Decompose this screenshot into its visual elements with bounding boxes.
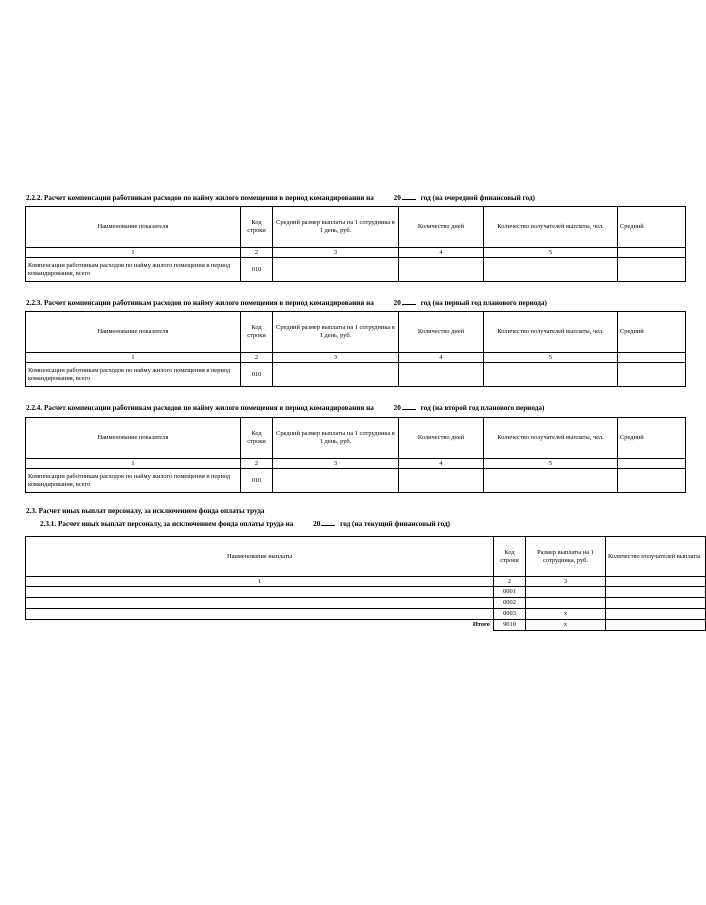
col-number: 5 [484, 248, 618, 258]
table-2-2-4 [25, 417, 686, 493]
col-number: 2 [241, 248, 273, 258]
col-number: 1 [26, 353, 241, 363]
period-text: год (на первый год планового периода) [420, 299, 547, 307]
col-number: 4 [399, 248, 484, 258]
col-header: Средний размер выплаты на 1 сотрудника в 1 день, руб. [273, 207, 399, 248]
value-cell[interactable] [399, 258, 484, 282]
year-prefix: 20 [393, 194, 401, 202]
table-2-2-2-wrap [25, 206, 644, 286]
value-cell[interactable] [618, 258, 686, 282]
value-cell[interactable] [484, 258, 618, 282]
value-cell[interactable] [399, 469, 484, 493]
section-heading-2-3-1 [40, 519, 450, 528]
heading-text: 2.2.4. Расчет компенсации работникам расходов по найму жилого помещения в период командирования на [26, 404, 374, 412]
table-2-2-3-wrap [25, 311, 644, 391]
row-name[interactable] [26, 598, 494, 609]
table-2-3-1 [25, 536, 706, 631]
value-cell[interactable] [526, 587, 606, 598]
value-cell[interactable] [484, 469, 618, 493]
col-number: 2 [241, 353, 273, 363]
col-number [618, 248, 686, 258]
period-text: год (на второй год планового периода) [420, 404, 545, 412]
row-name: Компенсации работникам расходов по найму жилого помещения в период командирования, всего [26, 258, 241, 282]
value-cell[interactable] [618, 363, 686, 387]
col-header: Код строки [241, 418, 273, 459]
col-number [618, 353, 686, 363]
col-header: Средний [618, 312, 686, 353]
value-cell[interactable] [273, 363, 399, 387]
heading-text: 2.3.1. Расчет иных выплат персоналу, за исключением фонда оплаты труда на [40, 520, 294, 528]
value-cell[interactable] [399, 363, 484, 387]
section-heading-2-3 [26, 507, 264, 515]
row-code: 0002 [494, 598, 526, 609]
year-prefix: 20 [393, 299, 401, 307]
col-number [606, 577, 706, 587]
col-number: 3 [526, 577, 606, 587]
value-cell[interactable] [273, 258, 399, 282]
value-cell: x [526, 609, 606, 620]
row-code: 010 [241, 363, 273, 387]
col-number: 4 [399, 353, 484, 363]
heading-text: 2.2.3. Расчет компенсации работникам расходов по найму жилого помещения в период командирования на [26, 299, 374, 307]
col-header: Средний размер выплаты на 1 сотрудника в 1 день, руб. [273, 312, 399, 353]
value-cell[interactable] [273, 469, 399, 493]
col-header: Количество получателей выплаты, чел. [484, 418, 618, 459]
col-header: Размер выплаты на 1 сотрудника, руб. [526, 537, 606, 577]
year-blank [402, 193, 416, 200]
table-2-3-1-wrap [25, 536, 701, 636]
col-number: 5 [484, 353, 618, 363]
year-prefix: 20 [393, 404, 401, 412]
section-heading-2-2-3 [26, 298, 547, 307]
col-number: 3 [273, 459, 399, 469]
col-number: 5 [484, 459, 618, 469]
col-number: 1 [26, 459, 241, 469]
table-2-2-2 [25, 206, 686, 282]
col-header: Средний [618, 418, 686, 459]
total-label: Итого [472, 621, 490, 629]
col-header: Код строки [241, 207, 273, 248]
col-number: 2 [494, 577, 526, 587]
col-number: 1 [26, 248, 241, 258]
col-header: Количество дней [399, 207, 484, 248]
period-text: год (на очередной финансовый год) [420, 194, 536, 202]
year-blank [321, 519, 335, 526]
col-number: 2 [241, 459, 273, 469]
col-header: Количество получателей выплаты, чел. [484, 312, 618, 353]
value-cell[interactable] [484, 363, 618, 387]
row-code: 010 [241, 469, 273, 493]
col-header: Количество дней [399, 312, 484, 353]
value-cell[interactable] [526, 598, 606, 609]
value-cell[interactable] [606, 598, 706, 609]
col-header: Наименование показателя [26, 312, 241, 353]
col-number: 4 [399, 459, 484, 469]
section-heading-2-2-2 [26, 193, 535, 202]
col-header: Наименование показателя [26, 207, 241, 248]
row-name: Компенсации работникам расходов по найму жилого помещения в период командирования, всего [26, 469, 241, 493]
total-code: 9010 [494, 620, 526, 631]
heading-text: 2.3. Расчет иных выплат персоналу, за исключением фонда оплаты труда [26, 507, 265, 515]
table-2-2-3 [25, 311, 686, 387]
col-header: Наименование показателя [26, 418, 241, 459]
col-header: Код строки [494, 537, 526, 577]
row-code: 0003 [494, 609, 526, 620]
col-header: Средний [618, 207, 686, 248]
col-number: 3 [273, 353, 399, 363]
value-cell[interactable] [606, 609, 706, 620]
value-cell[interactable] [618, 469, 686, 493]
period-text: год (на текущий финансовый год) [340, 520, 450, 528]
value-cell[interactable] [606, 620, 706, 631]
row-name[interactable] [26, 587, 494, 598]
row-code: 010 [241, 258, 273, 282]
year-blank [402, 298, 416, 305]
value-cell[interactable] [606, 587, 706, 598]
col-header: Код строки [241, 312, 273, 353]
section-heading-2-2-4 [26, 403, 544, 412]
col-number [618, 459, 686, 469]
year-blank [402, 403, 416, 410]
col-header: Количество получателей выплаты, чел. [484, 207, 618, 248]
row-name: Компенсации работникам расходов по найму жилого помещения в период командирования, всего [26, 363, 241, 387]
row-name[interactable] [26, 609, 494, 620]
heading-text: 2.2.2. Расчет компенсации работникам расходов по найму жилого помещения в период командирования на [26, 194, 374, 202]
col-header: Наименование выплаты [26, 537, 494, 577]
col-header: Средний размер выплаты на 1 сотрудника в 1 день, руб. [273, 418, 399, 459]
col-number: 3 [273, 248, 399, 258]
table-2-2-4-wrap [25, 417, 644, 497]
total-value: x [526, 620, 606, 631]
col-header: Количество получателей выплаты [606, 537, 706, 577]
row-code: 0001 [494, 587, 526, 598]
col-header: Количество дней [399, 418, 484, 459]
year-prefix: 20 [313, 520, 321, 528]
col-number: 1 [26, 577, 494, 587]
